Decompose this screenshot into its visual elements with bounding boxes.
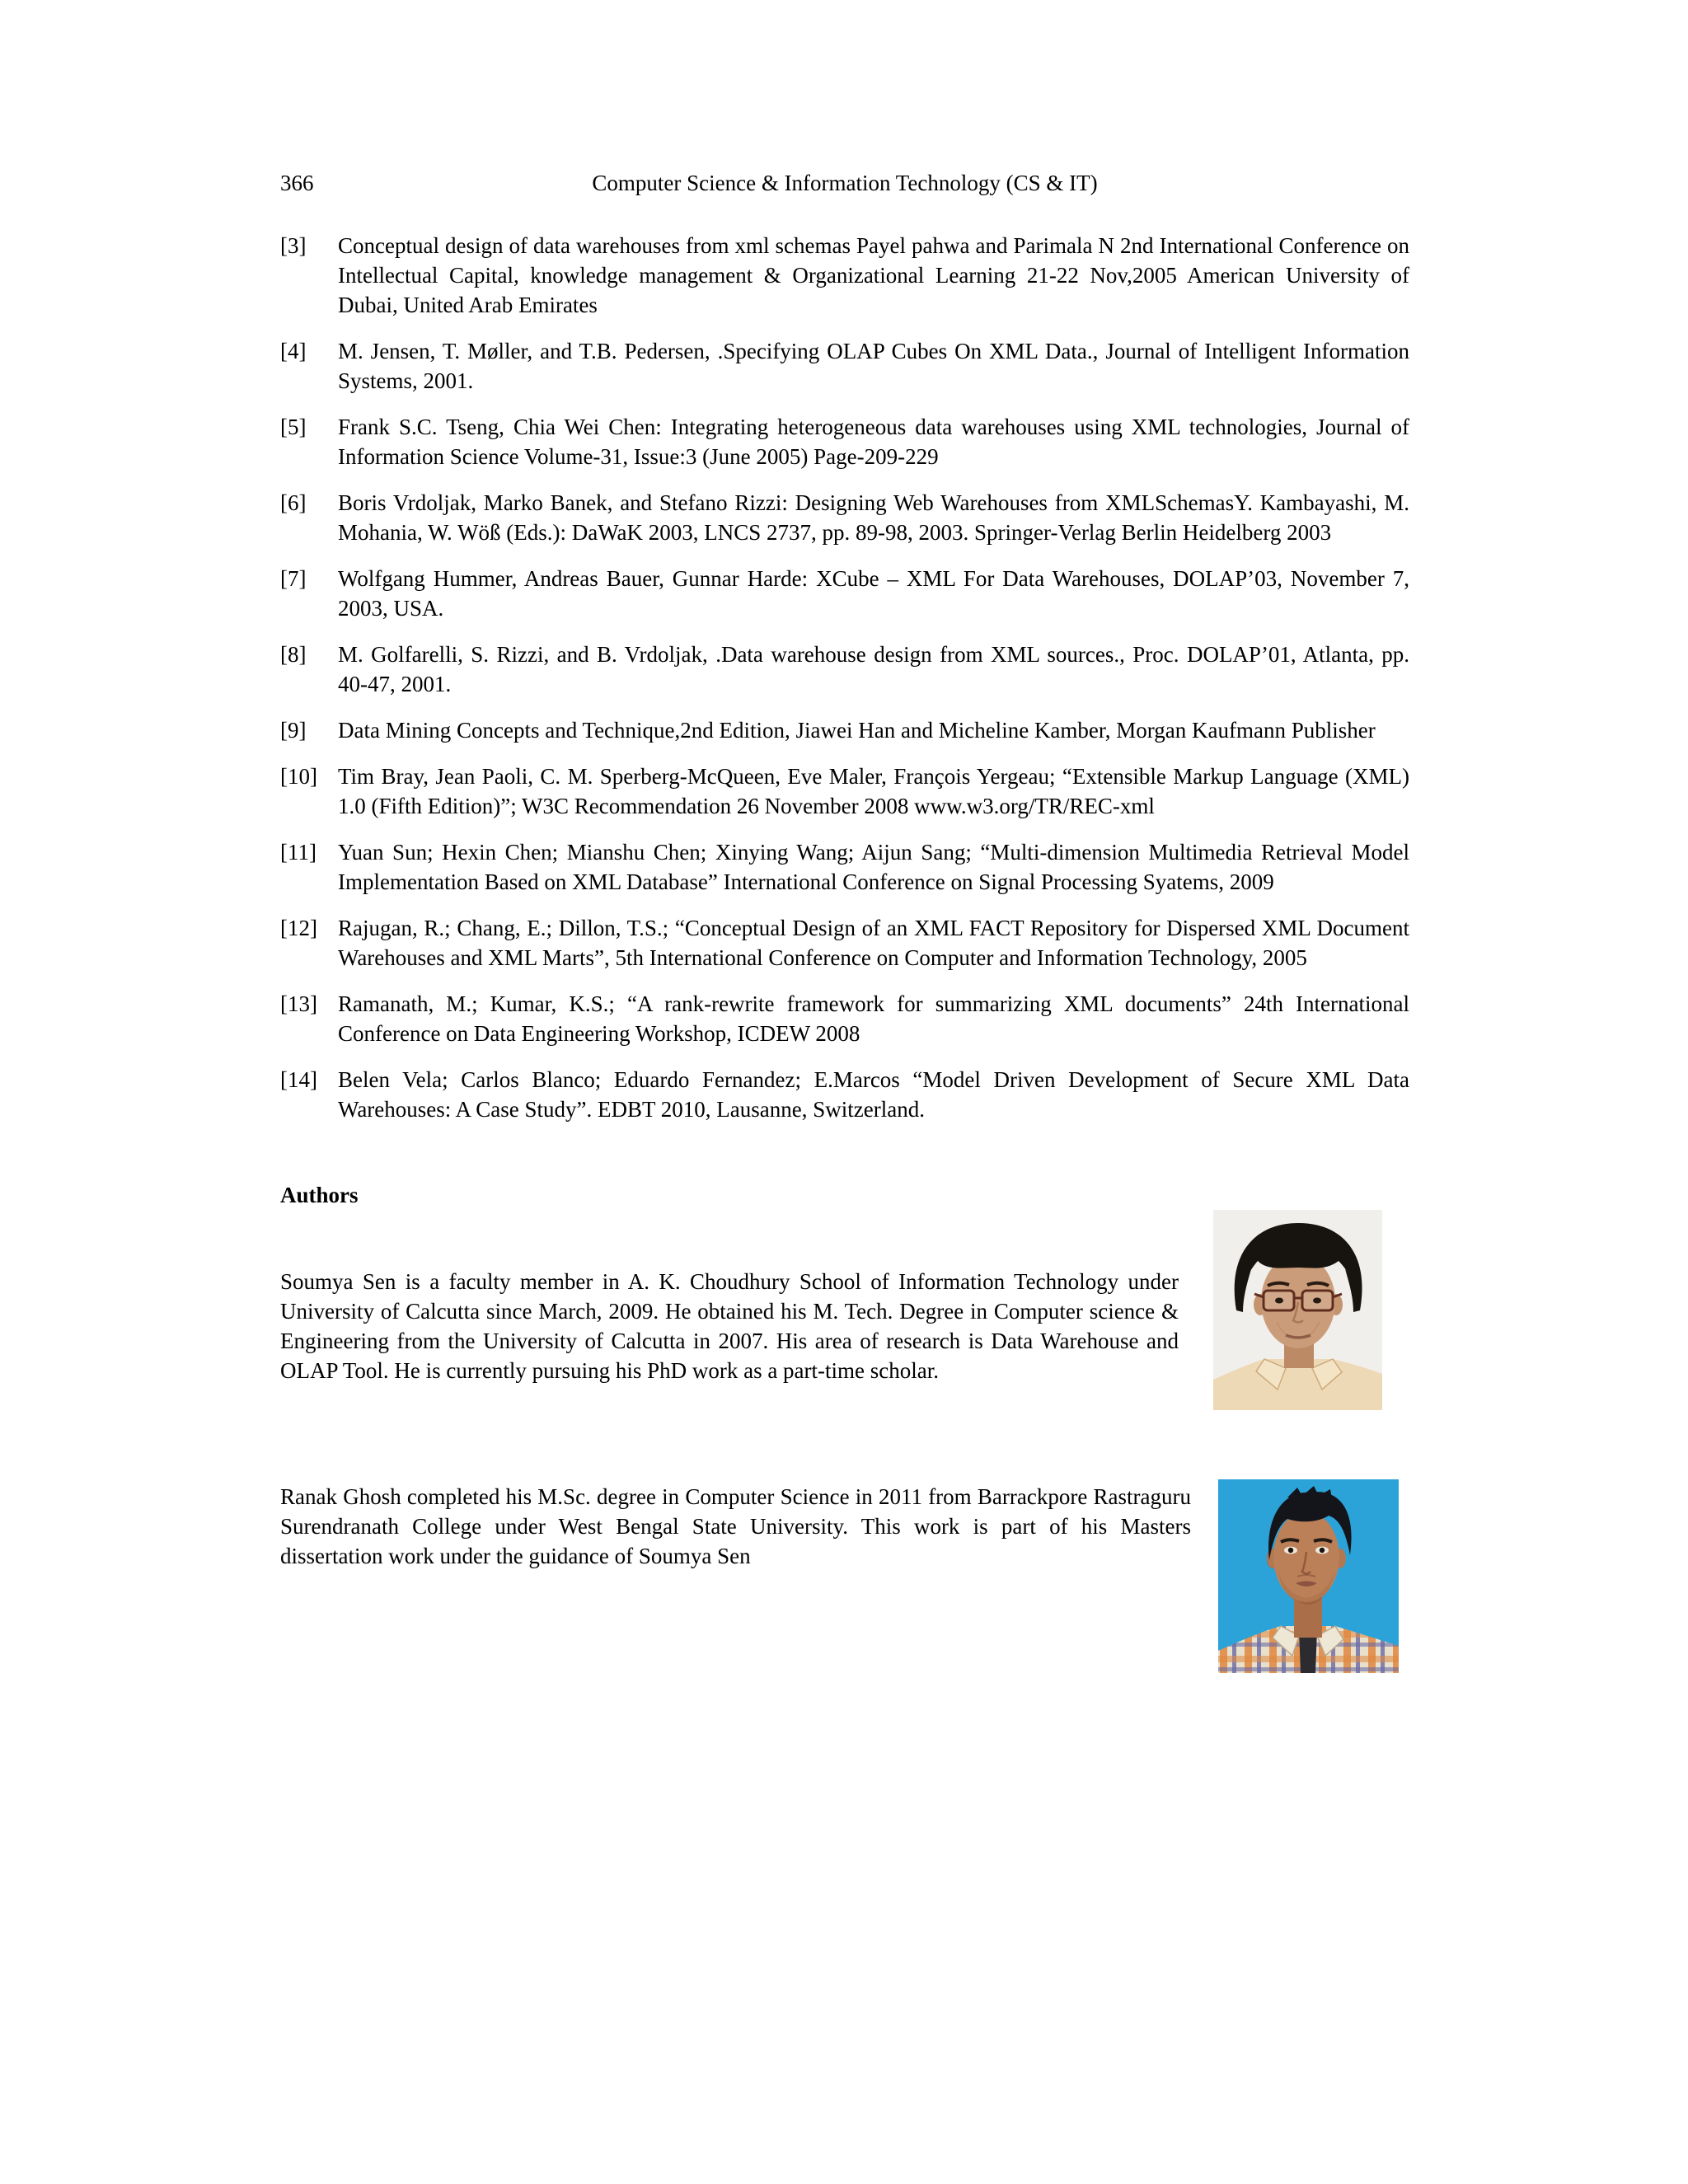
reference-label: [14] bbox=[280, 1067, 317, 1092]
reference-label: [3] bbox=[280, 233, 307, 258]
references-list bbox=[280, 231, 1409, 1124]
reference-item bbox=[280, 989, 1409, 1048]
reference-item bbox=[280, 336, 1409, 396]
author-bio-soumya-sen bbox=[280, 1267, 1409, 1385]
authors-heading: Authors bbox=[280, 1183, 359, 1207]
reference-text: Conceptual design of data warehouses from xml schemas Payel pahwa and Parimala N 2nd International Conference on Intellectual Capital, knowledge management & Organizational Learning 21-22 Nov,2005 American University of Dubai, United Arab Emirates bbox=[338, 233, 1409, 317]
reference-text: Belen Vela; Carlos Blanco; Eduardo Fernandez; E.Marcos “Model Driven Development of Secure XML Data Warehouses: A Case Study”. EDBT 2010, Lausanne, Switzerland. bbox=[338, 1067, 1409, 1122]
portrait-2-graphic bbox=[1218, 1479, 1399, 1673]
reference-item bbox=[280, 231, 1409, 320]
reference-label: [9] bbox=[280, 718, 307, 743]
running-header bbox=[280, 168, 1409, 198]
reference-item bbox=[280, 762, 1409, 821]
reference-item bbox=[280, 640, 1409, 699]
reference-label: [10] bbox=[280, 764, 317, 789]
page-number: 366 bbox=[280, 171, 314, 195]
reference-label: [13] bbox=[280, 991, 317, 1016]
reference-item bbox=[280, 412, 1409, 471]
reference-label: [12] bbox=[280, 916, 317, 940]
reference-text: M. Jensen, T. Møller, and T.B. Pedersen, .Specifying OLAP Cubes On XML Data., Journal of Intelligent Information Systems, 2001. bbox=[338, 339, 1409, 393]
reference-text: Rajugan, R.; Chang, E.; Dillon, T.S.; “Conceptual Design of an XML FACT Repository for Dispersed XML Document Warehouses and XML Marts”, 5th International Conference on Computer and Information Technology, 2005 bbox=[338, 916, 1409, 970]
reference-text: Data Mining Concepts and Technique,2nd Edition, Jiawei Han and Micheline Kamber, Morgan Kaufmann Publisher bbox=[338, 718, 1376, 743]
author-bio-text: Soumya Sen is a faculty member in A. K. Choudhury School of Information Technology under University of Calcutta since March, 2009. He obtained his M. Tech. Degree in Computer science & Engineering from the University of Calcutta in 2007. His area of research is Data Warehouse and OLAP Tool. He is currently pursuing his PhD work as a part-time scholar. bbox=[280, 1269, 1179, 1383]
reference-label: [5] bbox=[280, 415, 307, 439]
reference-label: [4] bbox=[280, 339, 307, 363]
reference-item bbox=[280, 715, 1409, 745]
reference-text: Tim Bray, Jean Paoli, C. M. Sperberg-McQueen, Eve Maler, François Yergeau; “Extensible Markup Language (XML) 1.0 (Fifth Edition)”; W3C Recommendation 26 November 2008 www.w3.org/TR/REC-xml bbox=[338, 764, 1409, 818]
reference-text: M. Golfarelli, S. Rizzi, and B. Vrdoljak, .Data warehouse design from XML sources., Proc. DOLAP’01, Atlanta, pp. 40-47, 2001. bbox=[338, 642, 1409, 696]
reference-text: Yuan Sun; Hexin Chen; Mianshu Chen; Xinying Wang; Aijun Sang; “Multi-dimension Multimedia Retrieval Model Implementation Based on XML Database” International Conference on Signal Processing Syatems, 2009 bbox=[338, 840, 1409, 894]
reference-text: Boris Vrdoljak, Marko Banek, and Stefano Rizzi: Designing Web Warehouses from XMLSchemasY. Kambayashi, M. Mohania, W. Wöß (Eds.): DaWaK 2003, LNCS 2737, pp. 89-98, 2003. Springer-Verlag Berlin Heidelberg 2003 bbox=[338, 490, 1409, 545]
reference-label: [7] bbox=[280, 566, 307, 591]
reference-label: [8] bbox=[280, 642, 307, 667]
reference-text: Ramanath, M.; Kumar, K.S.; “A rank-rewrite framework for summarizing XML documents” 24th International Conference on Data Engineering Workshop, ICDEW 2008 bbox=[338, 991, 1409, 1046]
author-bio-ranak-ghosh bbox=[280, 1482, 1409, 1571]
author-photo-soumya-sen bbox=[1213, 1210, 1382, 1410]
reference-item bbox=[280, 488, 1409, 547]
reference-item bbox=[280, 837, 1409, 897]
author-bio-text: Ranak Ghosh completed his M.Sc. degree in Computer Science in 2011 from Barrackpore Rastraguru Surendranath College under West Bengal State University. This work is part of his Masters dissertation work under the guidance of Soumya Sen bbox=[280, 1484, 1191, 1568]
running-title: Computer Science & Information Technology (CS & IT) bbox=[592, 171, 1098, 195]
page-content bbox=[280, 0, 1409, 1571]
reference-label: [6] bbox=[280, 490, 307, 515]
author-photo-ranak-ghosh bbox=[1218, 1479, 1399, 1673]
reference-text: Frank S.C. Tseng, Chia Wei Chen: Integrating heterogeneous data warehouses using XML technologies, Journal of Information Science Volume-31, Issue:3 (June 2005) Page-209-229 bbox=[338, 415, 1409, 469]
reference-label: [11] bbox=[280, 840, 316, 865]
reference-item bbox=[280, 1065, 1409, 1124]
reference-item bbox=[280, 913, 1409, 972]
portrait-1-graphic bbox=[1213, 1210, 1382, 1410]
reference-item bbox=[280, 564, 1409, 623]
reference-text: Wolfgang Hummer, Andreas Bauer, Gunnar Harde: XCube – XML For Data Warehouses, DOLAP’03, November 7, 2003, USA. bbox=[338, 566, 1409, 621]
